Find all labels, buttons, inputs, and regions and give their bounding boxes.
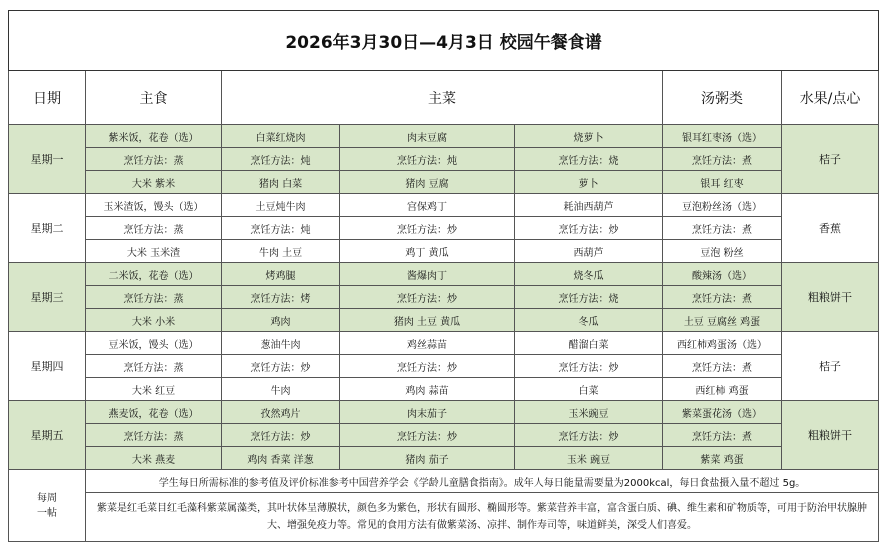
soup-cell: 豆泡 粉丝	[663, 240, 782, 263]
staple-cell: 大米 燕麦	[86, 447, 222, 470]
staple-cell: 紫米饭，花卷（选）	[86, 125, 222, 148]
soup-cell: 银耳红枣汤（选）	[663, 125, 782, 148]
fruit-snack-cell: 桔子	[782, 332, 879, 401]
day-label: 星期三	[9, 263, 86, 332]
main-dish-3-cell: 烹饪方法：烧	[515, 148, 663, 171]
staple-cell: 大米 玉米渣	[86, 240, 222, 263]
staple-cell: 大米 紫米	[86, 171, 222, 194]
main-dish-2-cell: 猪肉 豆腐	[340, 171, 515, 194]
main-dish-3-cell: 玉米豌豆	[515, 401, 663, 424]
main-dish-3-cell: 白菜	[515, 378, 663, 401]
notes-row	[9, 493, 879, 542]
header-main-dishes: 主菜	[222, 71, 663, 125]
menu-row	[9, 240, 879, 263]
main-dish-1-cell: 烹饪方法：炖	[222, 217, 340, 240]
soup-cell: 紫菜 鸡蛋	[663, 447, 782, 470]
soup-cell: 土豆 豆腐丝 鸡蛋	[663, 309, 782, 332]
menu-row	[9, 424, 879, 447]
soup-cell: 酸辣汤（选）	[663, 263, 782, 286]
main-dish-3-cell: 烹饪方法：炒	[515, 217, 663, 240]
header-fruit-snack: 水果/点心	[782, 71, 879, 125]
menu-row	[9, 171, 879, 194]
main-dish-1-cell: 土豆炖牛肉	[222, 194, 340, 217]
fruit-snack-cell: 桔子	[782, 125, 879, 194]
main-dish-2-cell: 酱爆肉丁	[340, 263, 515, 286]
soup-cell: 豆泡粉丝汤（选）	[663, 194, 782, 217]
staple-cell: 大米 红豆	[86, 378, 222, 401]
fruit-snack-cell: 粗粮饼干	[782, 401, 879, 470]
main-dish-2-cell: 鸡丁 黄瓜	[340, 240, 515, 263]
main-dish-2-cell: 烹饪方法：炖	[340, 148, 515, 171]
day-label: 星期五	[9, 401, 86, 470]
main-dish-2-cell: 鸡丝蒜苗	[340, 332, 515, 355]
menu-row	[9, 194, 879, 217]
main-dish-3-cell: 醋溜白菜	[515, 332, 663, 355]
menu-table	[8, 10, 879, 542]
menu-row	[9, 148, 879, 171]
menu-row	[9, 378, 879, 401]
main-dish-2-cell: 烹饪方法：炒	[340, 355, 515, 378]
header-date: 日期	[9, 71, 86, 125]
soup-cell: 烹饪方法：煮	[663, 148, 782, 171]
menu-title: 2026年3月30日—4月3日 校园午餐食谱	[9, 11, 879, 71]
main-dish-1-cell: 烹饪方法：炒	[222, 424, 340, 447]
menu-row	[9, 355, 879, 378]
staple-cell: 烹饪方法：蒸	[86, 217, 222, 240]
staple-cell: 二米饭，花卷（选）	[86, 263, 222, 286]
soup-cell: 紫菜蛋花汤（选）	[663, 401, 782, 424]
soup-cell: 西红柿 鸡蛋	[663, 378, 782, 401]
main-dish-3-cell: 烧冬瓜	[515, 263, 663, 286]
soup-cell: 烹饪方法：煮	[663, 217, 782, 240]
menu-row	[9, 447, 879, 470]
main-dish-3-cell: 烹饪方法：烧	[515, 286, 663, 309]
main-dish-2-cell: 宫保鸡丁	[340, 194, 515, 217]
fruit-snack-cell: 粗粮饼干	[782, 263, 879, 332]
staple-cell: 烹饪方法：蒸	[86, 355, 222, 378]
soup-cell: 烹饪方法：煮	[663, 286, 782, 309]
seaweed-info-note: 紫菜是红毛菜目红毛藻科紫菜属藻类，其叶状体呈薄膜状，颜色多为紫色，形状有圆形、椭圆形等。紫菜营养丰富，富含蛋白质、碘、维生素和矿物质等，可用于防治甲状腺肿大、增强免疫力等。常见的食用方法有做紫菜汤、凉拌、制作寿司等，味道鲜美，深受人们喜爱。	[86, 493, 879, 542]
main-dish-1-cell: 鸡肉 香菜 洋葱	[222, 447, 340, 470]
staple-cell: 玉米渣饭，馒头（选）	[86, 194, 222, 217]
menu-row	[9, 217, 879, 240]
main-dish-3-cell: 萝卜	[515, 171, 663, 194]
day-label: 星期二	[9, 194, 86, 263]
main-dish-2-cell: 猪肉 土豆 黄瓜	[340, 309, 515, 332]
main-dish-1-cell: 鸡肉	[222, 309, 340, 332]
main-dish-2-cell: 肉末豆腐	[340, 125, 515, 148]
staple-cell: 豆米饭，馒头（选）	[86, 332, 222, 355]
main-dish-1-cell: 烹饪方法：炒	[222, 355, 340, 378]
main-dish-1-cell: 烹饪方法：炖	[222, 148, 340, 171]
main-dish-2-cell: 猪肉 茄子	[340, 447, 515, 470]
soup-cell: 银耳 红枣	[663, 171, 782, 194]
main-dish-3-cell: 耗油西葫芦	[515, 194, 663, 217]
staple-cell: 烹饪方法：蒸	[86, 286, 222, 309]
main-dish-2-cell: 鸡肉 蒜苗	[340, 378, 515, 401]
menu-row	[9, 263, 879, 286]
main-dish-1-cell: 白菜红烧肉	[222, 125, 340, 148]
main-dish-3-cell: 烹饪方法：炒	[515, 424, 663, 447]
main-dish-2-cell: 烹饪方法：炒	[340, 217, 515, 240]
nutrition-standard-note: 学生每日所需标准的参考值及评价标准参考中国营养学会《学龄儿童膳食指南》。成年人每日能量需要量为2000kcal，每日食盐摄入量不超过 5g。	[86, 470, 879, 493]
soup-cell: 烹饪方法：煮	[663, 355, 782, 378]
main-dish-1-cell: 猪肉 白菜	[222, 171, 340, 194]
fruit-snack-cell: 香蕉	[782, 194, 879, 263]
menu-row	[9, 286, 879, 309]
soup-cell: 西红柿鸡蛋汤（选）	[663, 332, 782, 355]
notes-row	[9, 470, 879, 493]
staple-cell: 烹饪方法：蒸	[86, 424, 222, 447]
header-staple: 主食	[86, 71, 222, 125]
main-dish-3-cell: 烹饪方法：炒	[515, 355, 663, 378]
soup-cell: 烹饪方法：煮	[663, 424, 782, 447]
main-dish-2-cell: 烹饪方法：炒	[340, 286, 515, 309]
main-dish-1-cell: 孜然鸡片	[222, 401, 340, 424]
weekly-tip-label-line1: 每周	[37, 492, 57, 504]
main-dish-3-cell: 烧萝卜	[515, 125, 663, 148]
main-dish-1-cell: 牛肉 土豆	[222, 240, 340, 263]
weekly-tip-label-line2: 一帖	[37, 507, 57, 519]
menu-row	[9, 309, 879, 332]
main-dish-3-cell: 玉米 豌豆	[515, 447, 663, 470]
weekly-tip-label	[9, 470, 86, 542]
main-dish-2-cell: 肉末茄子	[340, 401, 515, 424]
main-dish-3-cell: 冬瓜	[515, 309, 663, 332]
day-label: 星期四	[9, 332, 86, 401]
main-dish-1-cell: 葱油牛肉	[222, 332, 340, 355]
staple-cell: 烹饪方法：蒸	[86, 148, 222, 171]
main-dish-2-cell: 烹饪方法：炒	[340, 424, 515, 447]
main-dish-3-cell: 西葫芦	[515, 240, 663, 263]
menu-sheet	[8, 10, 878, 544]
staple-cell: 燕麦饭，花卷（选）	[86, 401, 222, 424]
menu-row	[9, 332, 879, 355]
staple-cell: 大米 小米	[86, 309, 222, 332]
main-dish-1-cell: 烹饪方法：烤	[222, 286, 340, 309]
main-dish-1-cell: 牛肉	[222, 378, 340, 401]
menu-row	[9, 125, 879, 148]
menu-row	[9, 401, 879, 424]
header-soup: 汤粥类	[663, 71, 782, 125]
day-label: 星期一	[9, 125, 86, 194]
main-dish-1-cell: 烤鸡腿	[222, 263, 340, 286]
